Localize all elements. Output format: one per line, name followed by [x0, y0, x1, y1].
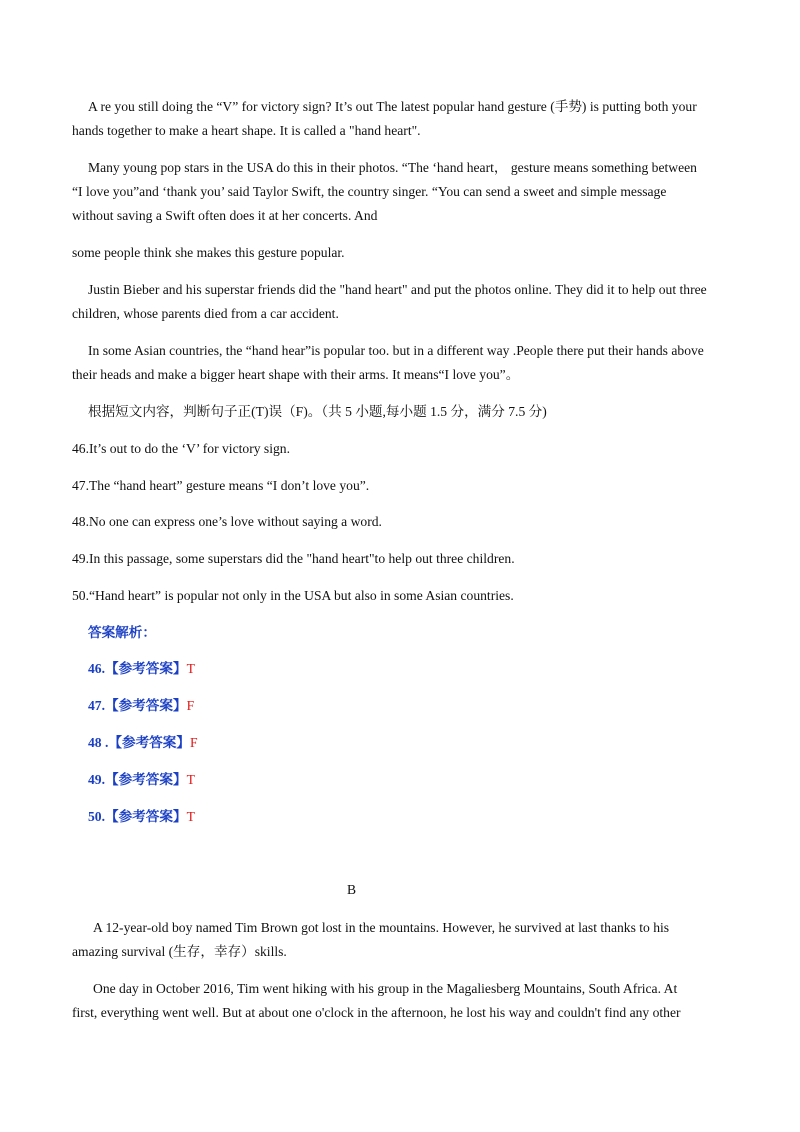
answer-48-value: F [189, 735, 198, 750]
passage-a-p4-line2: their heads and make a bigger heart shape with their arms. It means“I love you”。 [72, 367, 520, 382]
passage-a-p3-line2: children, whose parents died from a car accident. [72, 306, 339, 321]
passage-a-p3-line1: Justin Bieber and his superstar friends did the "hand heart" and put the photos online. They did it to help out three [88, 282, 707, 297]
passage-a-p2-line1: Many young pop stars in the USA do this in their photos. “The ‘hand heart， gesture means something between [88, 160, 697, 175]
answer-48-label: 48 .【参考答案】 [88, 735, 190, 750]
question-47: 47.The “hand heart” gesture means “I don’t love you”. [72, 478, 370, 493]
passage-a-p1-line1: A re you still doing the “V” for victory sign? It’s out The latest popular hand gesture (手势) is putting both your [88, 99, 697, 114]
answer-46-value: T [186, 661, 195, 676]
question-48: 48.No one can express one’s love without saying a word. [72, 514, 382, 529]
passage-b-p2-line2: first, everything went well. But at about one o'clock in the afternoon, he lost his way and couldn't find any other [72, 1005, 681, 1020]
answer-48 [88, 734, 748, 752]
answer-46-label: 46.【参考答案】 [88, 661, 187, 676]
passage-b-p1-line1: A 12-year-old boy named Tim Brown got lost in the mountains. However, he survived at last thanks to his [93, 920, 670, 935]
passage-b-p1-line2: amazing survival (生存，幸存）skills. [72, 944, 287, 959]
answer-47-label: 47.【参考答案】 [88, 698, 187, 713]
answer-49-value: T [186, 772, 195, 787]
answer-49 [88, 771, 748, 789]
answer-47 [88, 697, 748, 715]
answer-50-label: 50.【参考答案】 [88, 809, 187, 824]
answer-46 [88, 660, 748, 678]
section-b-heading: B [347, 882, 357, 897]
answer-49-label: 49.【参考答案】 [88, 772, 187, 787]
question-49: 49.In this passage, some superstars did the "hand heart"to help out three children. [72, 551, 515, 566]
question-46: 46.It’s out to do the ‘V’ for victory sign. [72, 441, 290, 456]
passage-a-p2-line4: some people think she makes this gesture popular. [72, 245, 345, 260]
answer-50 [88, 808, 748, 826]
answers-header: 答案解析： [88, 625, 156, 640]
passage-a-p1-line2: hands together to make a heart shape. It is called a "hand heart". [72, 123, 421, 138]
passage-b-p2-line1: One day in October 2016, Tim went hiking with his group in the Magaliesberg Mountains, South Africa. At [93, 981, 678, 996]
passage-a-p2-line3: without saving a Swift often does it at her concerts. And [72, 208, 378, 223]
answer-50-value: T [186, 809, 195, 824]
passage-a-p4-line1: In some Asian countries, the “hand hear”is popular too. but in a different way .People there put their hands above [88, 343, 704, 358]
question-50: 50.“Hand heart” is popular not only in the USA but also in some Asian countries. [72, 588, 514, 603]
passage-a-p2-line2: “I love you”and ‘thank you’ said Taylor Swift, the country singer. “You can send a sweet and simple message [72, 184, 667, 199]
instructions: 根据短文内容，判断句子正(T)误（F)。（共 5 小题,每小题 1.5 分，满分 7.5 分) [88, 404, 547, 419]
answer-47-value: F [186, 698, 195, 713]
